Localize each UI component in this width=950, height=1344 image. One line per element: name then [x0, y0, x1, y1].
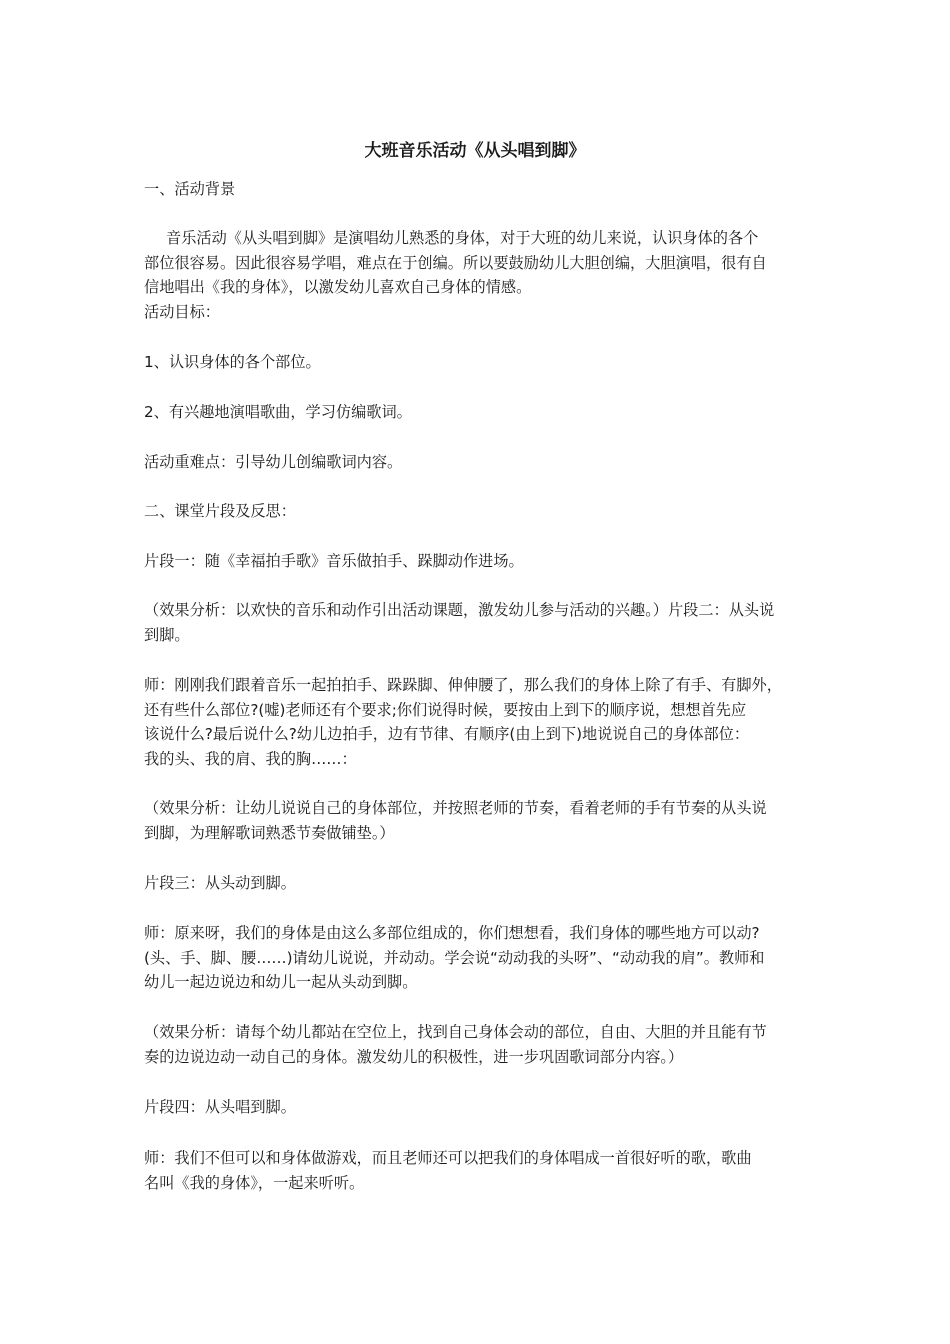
text-line: 奏的边说边动一动自己的身体。激发幼儿的积极性，进一步巩固歌词部分内容。） — [144, 1047, 684, 1066]
segment-four — [144, 1095, 812, 1120]
text-line: 到脚，为理解歌词熟悉节奏做铺垫。） — [144, 823, 395, 842]
teacher-dialogue-four — [144, 1146, 812, 1195]
segment-three — [144, 871, 812, 896]
goal-item-2 — [144, 400, 812, 425]
text-line: 一、活动背景 — [144, 180, 236, 198]
text-line: （效果分析：让幼儿说说自己的身体部位，并按照老师的节奏，看着老师的手有节奏的从头说 — [144, 799, 767, 817]
text-line: 名叫《我的身体》，一起来听听。 — [144, 1173, 365, 1192]
text-line: 二、课堂片段及反思： — [144, 502, 296, 520]
text-line: 我的头、我的肩、我的胸……： — [144, 749, 357, 768]
text-line: 片段一：随《幸福拍手歌》音乐做拍手、跺脚动作进场。 — [144, 552, 524, 570]
analysis-two — [144, 796, 812, 845]
text-line: 部位很容易。因此很容易学唱，难点在于创编。所以要鼓励幼儿大胆创编，大胆演唱，很有自 — [144, 253, 767, 272]
text-line: 幼儿一起边说边和幼儿一起从头动到脚。 — [144, 973, 418, 991]
text-line: 师：原来呀，我们的身体是由这么多部位组成的，你们想想看，我们身体的哪些地方可以动? — [144, 924, 760, 942]
text-line: (头、手、脚、腰……)请幼儿说说，并动动。学会说“动动我的头呀”、“动动我的肩”。教师和 — [144, 948, 765, 967]
teacher-dialogue-two — [144, 673, 812, 771]
section-heading-segments — [144, 499, 812, 524]
text-line: 师：我们不但可以和身体做游戏，而且老师还可以把我们的身体唱成一首很好听的歌，歌曲 — [144, 1149, 752, 1167]
text-line: 2、有兴趣地演唱歌曲，学习仿编歌词。 — [144, 403, 412, 421]
text-line: （效果分析：以欢快的音乐和动作引出活动课题，激发幼儿参与活动的兴趣。）片段二：从头说 — [144, 601, 775, 619]
background-paragraph — [144, 226, 812, 324]
text-line: 还有些什么部位?(嘘)老师还有个要求;你们说得时候，要按由上到下的顺序说，想想首先应 — [144, 700, 747, 719]
text-line: 音乐活动《从头唱到脚》是演唱幼儿熟悉的身体，对于大班的幼儿来说，认识身体的各个 — [166, 229, 759, 247]
key-difficulty — [144, 450, 812, 475]
segment-one — [144, 549, 812, 574]
text-line: 该说什么?最后说什么?幼儿边拍手，边有节律、有顺序(由上到下)地说说自己的身体部位： — [144, 725, 750, 743]
text-line: 活动目标： — [144, 302, 220, 321]
text-line: 片段三：从头动到脚。 — [144, 874, 296, 892]
text-line: 师：刚刚我们跟着音乐一起拍拍手、跺跺脚、伸伸腰了，那么我们的身体上除了有手、有脚外， — [144, 676, 782, 694]
goal-item-1 — [144, 350, 812, 375]
analysis-one — [144, 598, 812, 647]
text-line: 到脚。 — [144, 625, 190, 644]
analysis-three — [144, 1020, 812, 1069]
teacher-dialogue-three — [144, 921, 812, 995]
text-line: 1、认识身体的各个部位。 — [144, 353, 321, 371]
text-line: 活动重难点：引导幼儿创编歌词内容。 — [144, 453, 403, 471]
section-heading-background — [144, 177, 812, 202]
text-line: 信地唱出《我的身体》，以激发幼儿喜欢自己身体的情感。 — [144, 278, 532, 296]
text-line: （效果分析：请每个幼儿都站在空位上，找到自己身体会动的部位，自由、大胆的并且能有节 — [144, 1023, 767, 1041]
document-title: 大班音乐活动《从头唱到脚》 — [364, 141, 586, 161]
text-line: 片段四：从头唱到脚。 — [144, 1098, 296, 1116]
